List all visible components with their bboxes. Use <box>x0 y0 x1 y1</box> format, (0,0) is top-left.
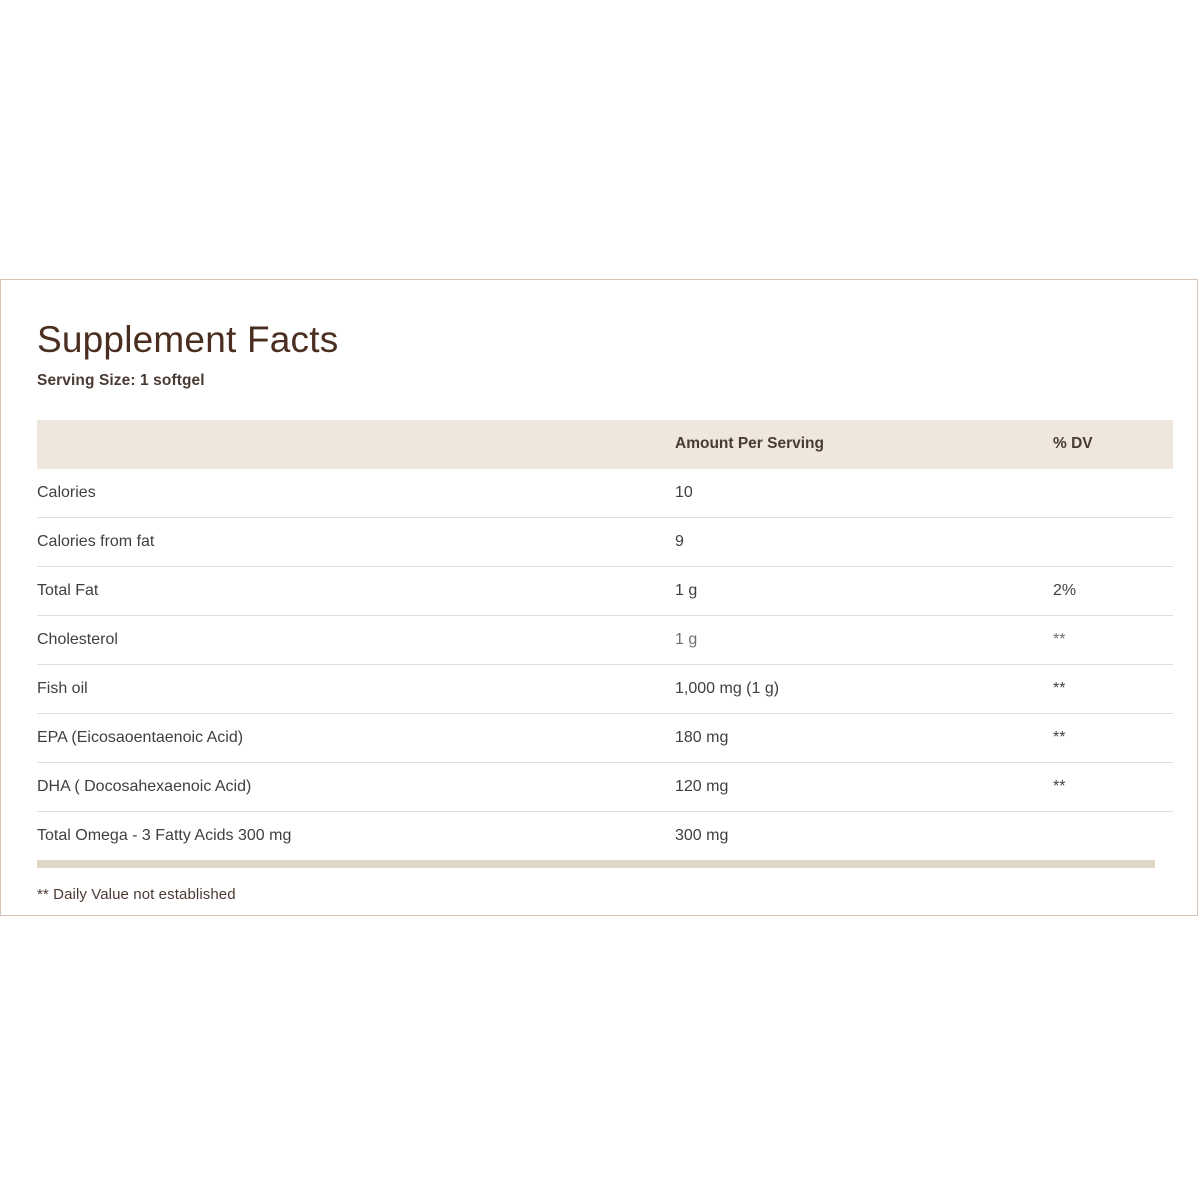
table-header <box>37 420 1173 469</box>
cell-amount: 1 g <box>675 567 1053 616</box>
panel-content <box>1 280 1197 903</box>
table-row <box>37 469 1173 518</box>
table-row <box>37 567 1173 616</box>
column-header-percent-dv: % DV <box>1053 435 1093 452</box>
cell-dv: ** <box>1053 616 1173 665</box>
table-bottom-rule <box>37 860 1155 868</box>
table-body <box>37 469 1173 860</box>
cell-nutrient-name: Total Omega - 3 Fatty Acids 300 mg <box>37 827 292 844</box>
table-header-row <box>37 420 1173 469</box>
cell-nutrient-name: Total Fat <box>37 567 675 616</box>
column-header-amount-per-serving: Amount Per Serving <box>675 435 824 452</box>
cell-nutrient-name: Calories <box>37 469 675 518</box>
cell-amount: 9 <box>675 518 1053 567</box>
cell-amount: 180 mg <box>675 714 1053 763</box>
supplement-facts-table <box>37 420 1173 860</box>
cell-nutrient-name: Calories from fat <box>37 518 675 567</box>
cell-dv: ** <box>1053 763 1173 812</box>
cell-amount: 10 <box>675 469 1053 518</box>
table-row <box>37 616 1173 665</box>
cell-nutrient-name: EPA (Eicosaoentaenoic Acid) <box>37 714 675 763</box>
serving-size-label: Serving Size: 1 softgel <box>37 372 205 389</box>
supplement-facts-panel <box>0 279 1198 916</box>
cell-dv: ** <box>1053 714 1173 763</box>
cell-amount: 300 mg <box>675 827 729 844</box>
cell-dv: 2% <box>1053 567 1173 616</box>
table-row <box>37 665 1173 714</box>
page-title: Supplement Facts <box>37 319 339 360</box>
cell-nutrient-name: DHA ( Docosahexaenoic Acid) <box>37 763 675 812</box>
table-row <box>37 714 1173 763</box>
cell-amount: 120 mg <box>675 763 1053 812</box>
cell-nutrient-name: Cholesterol <box>37 616 675 665</box>
table-row <box>37 518 1173 567</box>
cell-dv <box>1053 518 1173 567</box>
cell-nutrient-name: Fish oil <box>37 665 675 714</box>
cell-dv: ** <box>1053 665 1173 714</box>
column-header-nutrient <box>37 420 675 469</box>
cell-amount: 1,000 mg (1 g) <box>675 665 1053 714</box>
cell-dv <box>1053 469 1173 518</box>
table-row <box>37 812 1173 861</box>
daily-value-footnote: ** Daily Value not established <box>37 886 236 903</box>
cell-amount: 1 g <box>675 616 1053 665</box>
cell-dv <box>1053 812 1173 861</box>
table-row <box>37 763 1173 812</box>
